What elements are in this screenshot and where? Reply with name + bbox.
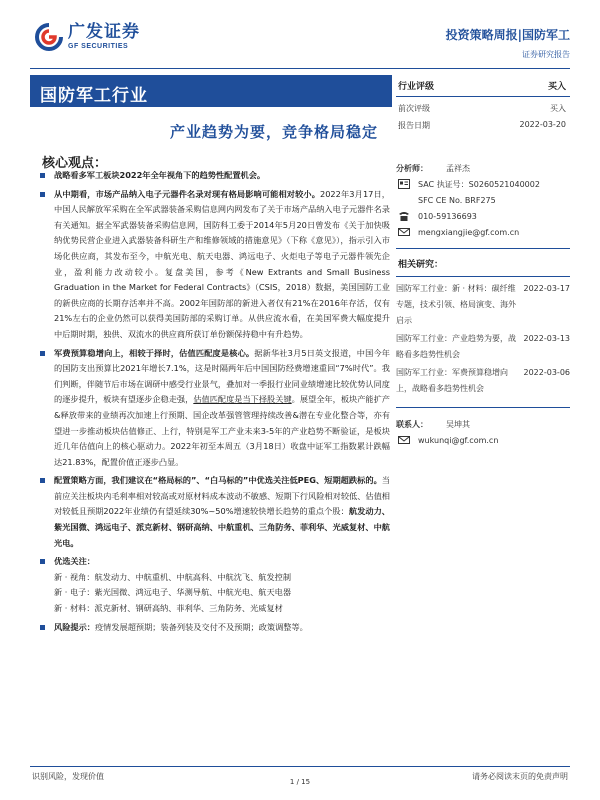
email-icon [398,434,410,446]
prev-rating-label: 前次评级 [398,104,430,113]
contact-label: 联系人： [396,419,428,429]
bullet-icon [40,559,45,564]
key-point-paragraph [40,620,390,636]
gf-logo-icon [34,22,64,52]
stock-picks [54,570,390,617]
key-point-paragraph [40,187,390,343]
pick-line: 新 · 材料：派克新材、钢研高纳、菲利华、三角防务、光威复材 [54,603,283,614]
analyst-phone: 010-59136693 [418,211,477,221]
para-bold: 风险提示： [54,621,95,632]
logo-cn-text: 广发证券 [68,22,140,42]
para-bold: 配置策略方面，我们建议在“格局标的”、“白马标的”中优选关注低PEG、短期超跌标的。 [54,475,382,486]
para-text: 疫情发展超预期；装备列装及交付不及预期；政策调整等。 [94,621,308,632]
related-item-title: 国防军工行业：新 · 材料：碳纤维专题，技术引领、格局演变、海外启示 [396,284,516,325]
para-text: 当前应关注板块内毛利率相对较高或对原材料成本波动不敏感、短期下行风险相对较低、估值相对较低且预期2022年业绩仍有望延续30%~50%增速较快增长趋势的重点个股： [54,475,390,517]
para-bold: 从中期看，市场产品纳入电子元器件名录对现有格局影响可能相对较小。 [54,188,321,199]
related-item-date: 2022-03-13 [523,334,570,343]
footer-divider [30,766,570,767]
para-bold: 军费预算稳增向上，相较于择时，估值匹配度是核心。 [54,347,255,358]
contact-email[interactable]: wukunqi@gf.com.cn [418,435,499,445]
company-logo [34,22,166,52]
related-research-title: 相关研究： [396,249,570,277]
para-text: 据新华社3月5日英文报道，中国今年的国防支出预算比2021年增长7.1%，这是时隔两年后中国国防经费增速重回“7%时代”。我们判断，伴随节后市场在调研中感受行业景气，叠加对一季报行业同业绩增速比较优势认同度的逐步提升，板块有望逐步企稳走强， [54,347,390,405]
key-point-paragraph [40,346,390,471]
footer-slogan: 识别风险，发现价值 [32,772,104,781]
analyst-sac: SAC 执证号：S0260521040002 [418,179,540,189]
industry-title: 国防军工行业 [30,75,392,107]
analyst-sfc: SFC CE No. BRF275 [418,195,496,205]
para-bold: 航发动力、紫光国微、鸿远电子、派克新材、钢研高纳、中航重机、三角防务、菲利华、光威复材、中航光电。 [54,506,390,548]
para-text: 2022年3月17日，中国人民解放军采购在全军武器装备采购信息网内网发布了关于市场产品纳入电子元器件名录有关通知。据全军武器装备采购信息网，国防科工委于2014年5月20日曾发布《关于加快吸纳优势民营企业进入武器装备科研生产和维修领域的措施意见》（下称《意见》），指示引入市场化供应商，其发布至今，中航光电、航天电器、鸿远电子、火炬电子等电子元器件领先企业，盈利能力改动较小。复盘美国，参考《New Extrants and Small Business Graduation in the Market for Federal Contracts》（CSIS，2018）数据，美国国防工业的新供应商的长期存活率并不高。2002年国防部的新进入者仅有21%在2016年存活，仅有21%左右的企业仍然可以获得美国防部的采购订单。从供应流水看，在美国军费大幅度提升中后期时期，独供、双流水的供应商所获订单份额保持稳中有升趋势。 [54,188,390,339]
id-card-icon [398,178,410,190]
report-category: 证券研究报告 [522,50,570,59]
prev-rating-value: 买入 [550,104,566,113]
key-point-paragraph [40,473,390,551]
page-number: 1 / 15 [289,778,311,786]
analyst-label: 分析师： [396,163,428,173]
email-icon [398,226,410,238]
related-item[interactable] [396,331,570,363]
contact-name: 吴坤其 [446,419,470,429]
analyst-name: 孟祥杰 [446,163,470,173]
related-item-date: 2022-03-17 [523,284,570,293]
rating-box [396,75,570,131]
para-underline: 估值匹配度是当下择股关键 [193,394,292,405]
related-item-date: 2022-03-06 [523,368,570,377]
title-banner [30,75,392,155]
header-divider [30,68,570,69]
report-headline: 产业趋势为要，竞争格局稳定 [169,123,378,141]
pick-line: 新 · 视角：航发动力、中航重机、中航高科、中航沈飞、航发控制 [54,571,292,582]
para-bold: 优选关注： [54,556,95,567]
bullet-icon [40,625,45,630]
related-item[interactable] [396,281,570,329]
logo-en-text: GF SECURITIES [68,43,129,50]
report-date-value: 2022-03-20 [519,120,566,129]
para-bold: 战略看多军工板块2022年全年视角下的趋势性配置机会。 [54,170,266,180]
report-type: 投资策略周报|国防军工 [445,28,570,42]
key-point-paragraph [40,168,390,184]
key-point-paragraph [40,554,390,616]
bullet-icon [40,351,45,356]
key-points-title: 核心观点： [42,156,108,171]
related-item-title: 国防军工行业：产业趋势为要，战略看多趋势性机会 [396,334,516,359]
rating-label: 行业评级 [398,82,435,92]
related-item[interactable] [396,365,570,397]
bullet-icon [40,478,45,483]
bullet-icon [40,173,45,178]
report-date-label: 报告日期 [398,121,430,130]
contact-person [396,407,570,448]
disclaimer-note[interactable]: 请务必阅读末页的免责声明 [472,772,568,781]
para-text: 。展望全年，板块产能扩产&释放带来的业绩再次加速上行预期、国企改革强管管理持续改善&潜在专业化整合等，亦有望进一步推动板块估值修正、上行，特别是军工产业未来3-5年的产业趋势不断验证，是板块近几年估值向上的核心驱动力。2022年初至本周五（3月18日）收盘中证军工指数累计跌幅达21.83%，配置价值正逐步凸显。 [54,394,390,467]
bullet-icon [40,192,45,197]
pick-line: 新 · 电子：紫光国微、鸿远电子、华测导航、中航光电、航天电器 [54,587,292,598]
rating-value: 买入 [547,82,566,92]
related-item-title: 国防军工行业：军费预算稳增向上，战略看多趋势性机会 [396,368,508,393]
sidebar [396,160,570,448]
analyst-email[interactable]: mengxiangjie@gf.com.cn [418,227,520,237]
phone-icon [398,210,410,222]
key-points-body [40,168,390,638]
